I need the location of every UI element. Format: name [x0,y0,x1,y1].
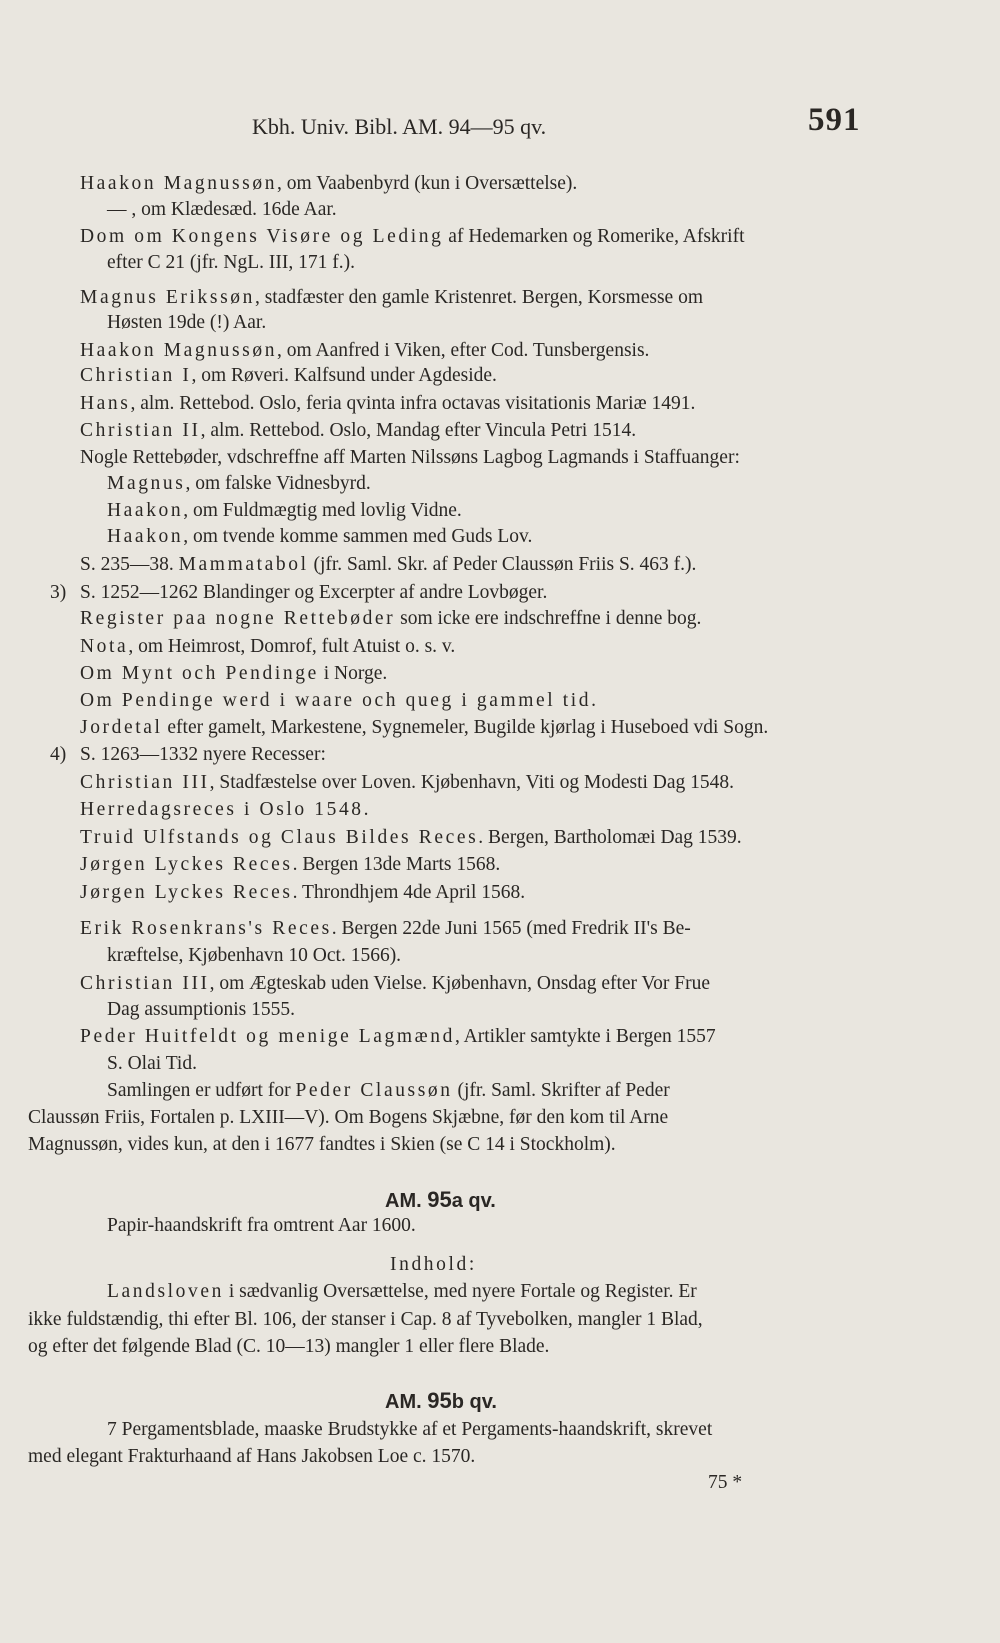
paragraph-line: ikke fuldstændig, thi efter Bl. 106, der stanser i Cap. 8 af Tyvebolken, mangler 1 Blad, [28,1309,703,1330]
entry-line: Christian II, alm. Rettebod. Oslo, Mandag efter Vincula Petri 1514. [80,420,637,441]
entry-line: Om Pendinge werd i waare och queg i gammel tid. [80,690,599,711]
page-number: 591 [808,102,861,138]
entry-line: Nogle Rettebøder, vdschreffne aff Marten Nilssøns Lagbog Lagmands i Staffuanger: [80,447,740,468]
paragraph-line: Claussøn Friis, Fortalen p. LXIII—V). Om Bogens Skjæbne, før den kom til Arne [28,1107,669,1128]
entry-line: Haakon, om Fuldmægtig med lovlig Vidne. [107,500,462,521]
entry-line: S. 1252—1262 Blandinger og Excerpter af andre Lovbøger. [80,582,548,603]
entry-line: efter C 21 (jfr. NgL. III, 171 f.). [107,252,356,273]
entry-line: Om Mynt och Pendinge i Norge. [80,663,388,684]
entry-line: S. 235—38. Mammatabol (jfr. Saml. Skr. af Peder Claussøn Friis S. 463 f.). [80,554,697,575]
section-intro: Papir-haandskrift fra omtrent Aar 1600. [107,1215,416,1236]
entry-line: kræftelse, Kjøbenhavn 10 Oct. 1566). [107,945,402,966]
entry-line: Nota, om Heimrost, Domrof, fult Atuist o. s. v. [80,636,456,657]
entry-line: Erik Rosenkrans's Reces. Bergen 22de Juni 1565 (med Fredrik II's Be- [80,918,691,939]
entry-line: S. Olai Tid. [107,1053,197,1074]
paragraph-line: og efter det følgende Blad (C. 10—13) mangler 1 eller flere Blade. [28,1336,550,1357]
entry-line: Haakon Magnussøn, om Aanfred i Viken, efter Cod. Tunsbergensis. [80,340,650,361]
entry-line: Christian I, om Røveri. Kalfsund under Agdeside. [80,365,497,386]
entry-line: Høsten 19de (!) Aar. [107,312,267,333]
entry-line: Dom om Kongens Visøre og Leding af Hedemarken og Romerike, Afskrift [80,226,745,247]
entry-line: Haakon, om tvende komme sammen med Guds Lov. [107,526,533,547]
entry-line: Jørgen Lyckes Reces. Bergen 13de Marts 1568. [80,854,501,875]
entry-line: Jørgen Lyckes Reces. Throndhjem 4de April 1568. [80,882,526,903]
entry-line: Magnus Erikssøn, stadfæster den gamle Kristenret. Bergen, Korsmesse om [80,287,704,308]
entry-line: Dag assumptionis 1555. [107,999,295,1020]
paragraph-line: 7 Pergamentsblade, maaske Brudstykke af et Pergaments-haandskrift, skrevet [107,1419,713,1440]
paragraph-line: med elegant Frakturhaand af Hans Jakobsen Loe c. 1570. [28,1446,476,1467]
entry-line: Haakon Magnussøn, om Vaabenbyrd (kun i Oversættelse). [80,173,578,194]
paragraph-line: Samlingen er udført for Peder Claussøn (jfr. Saml. Skrifter af Peder [107,1080,670,1101]
list-marker: 3) [50,582,67,603]
entry-line: Truid Ulfstands og Claus Bildes Reces. Bergen, Bartholomæi Dag 1539. [80,827,742,848]
entry-line: Christian III, Stadfæstelse over Loven. Kjøbenhavn, Viti og Modesti Dag 1548. [80,772,735,793]
paragraph-line: Magnussøn, vides kun, at den i 1677 fandtes i Skien (se C 14 i Stockholm). [28,1134,616,1155]
entry-line: Herredagsreces i Oslo 1548. [80,799,372,820]
section-heading-95b: AM. 95b qv. [385,1388,497,1413]
running-title: Kbh. Univ. Bibl. AM. 94—95 qv. [252,114,547,139]
entry-line: — , om Klædesæd. 16de Aar. [107,199,337,220]
entry-line: Jordetal efter gamelt, Markestene, Sygnemeler, Bugilde kjørlag i Huseboed vdi Sogn. [80,717,769,738]
signature-mark: 75 * [708,1472,743,1493]
entry-line: Hans, alm. Rettebod. Oslo, feria qvinta infra octavas visitationis Mariæ 1491. [80,393,696,414]
list-marker: 4) [50,744,67,765]
entry-line: Magnus, om falske Vidnesbyrd. [107,473,371,494]
section-heading-95a: AM. 95a qv. [385,1187,496,1212]
entry-line: Register paa nogne Rettebøder som icke ere indschreffne i denne bog. [80,608,702,629]
entry-line: Peder Huitfeldt og menige Lagmænd, Artikler samtykte i Bergen 1557 [80,1026,716,1047]
contents-heading: Indhold: [390,1254,477,1275]
entry-line: Christian III, om Ægteskab uden Vielse. Kjøbenhavn, Onsdag efter Vor Frue [80,973,710,994]
paragraph-line: Landsloven i sædvanlig Oversættelse, med nyere Fortale og Register. Er [107,1281,697,1302]
entry-line: S. 1263—1332 nyere Recesser: [80,744,326,765]
